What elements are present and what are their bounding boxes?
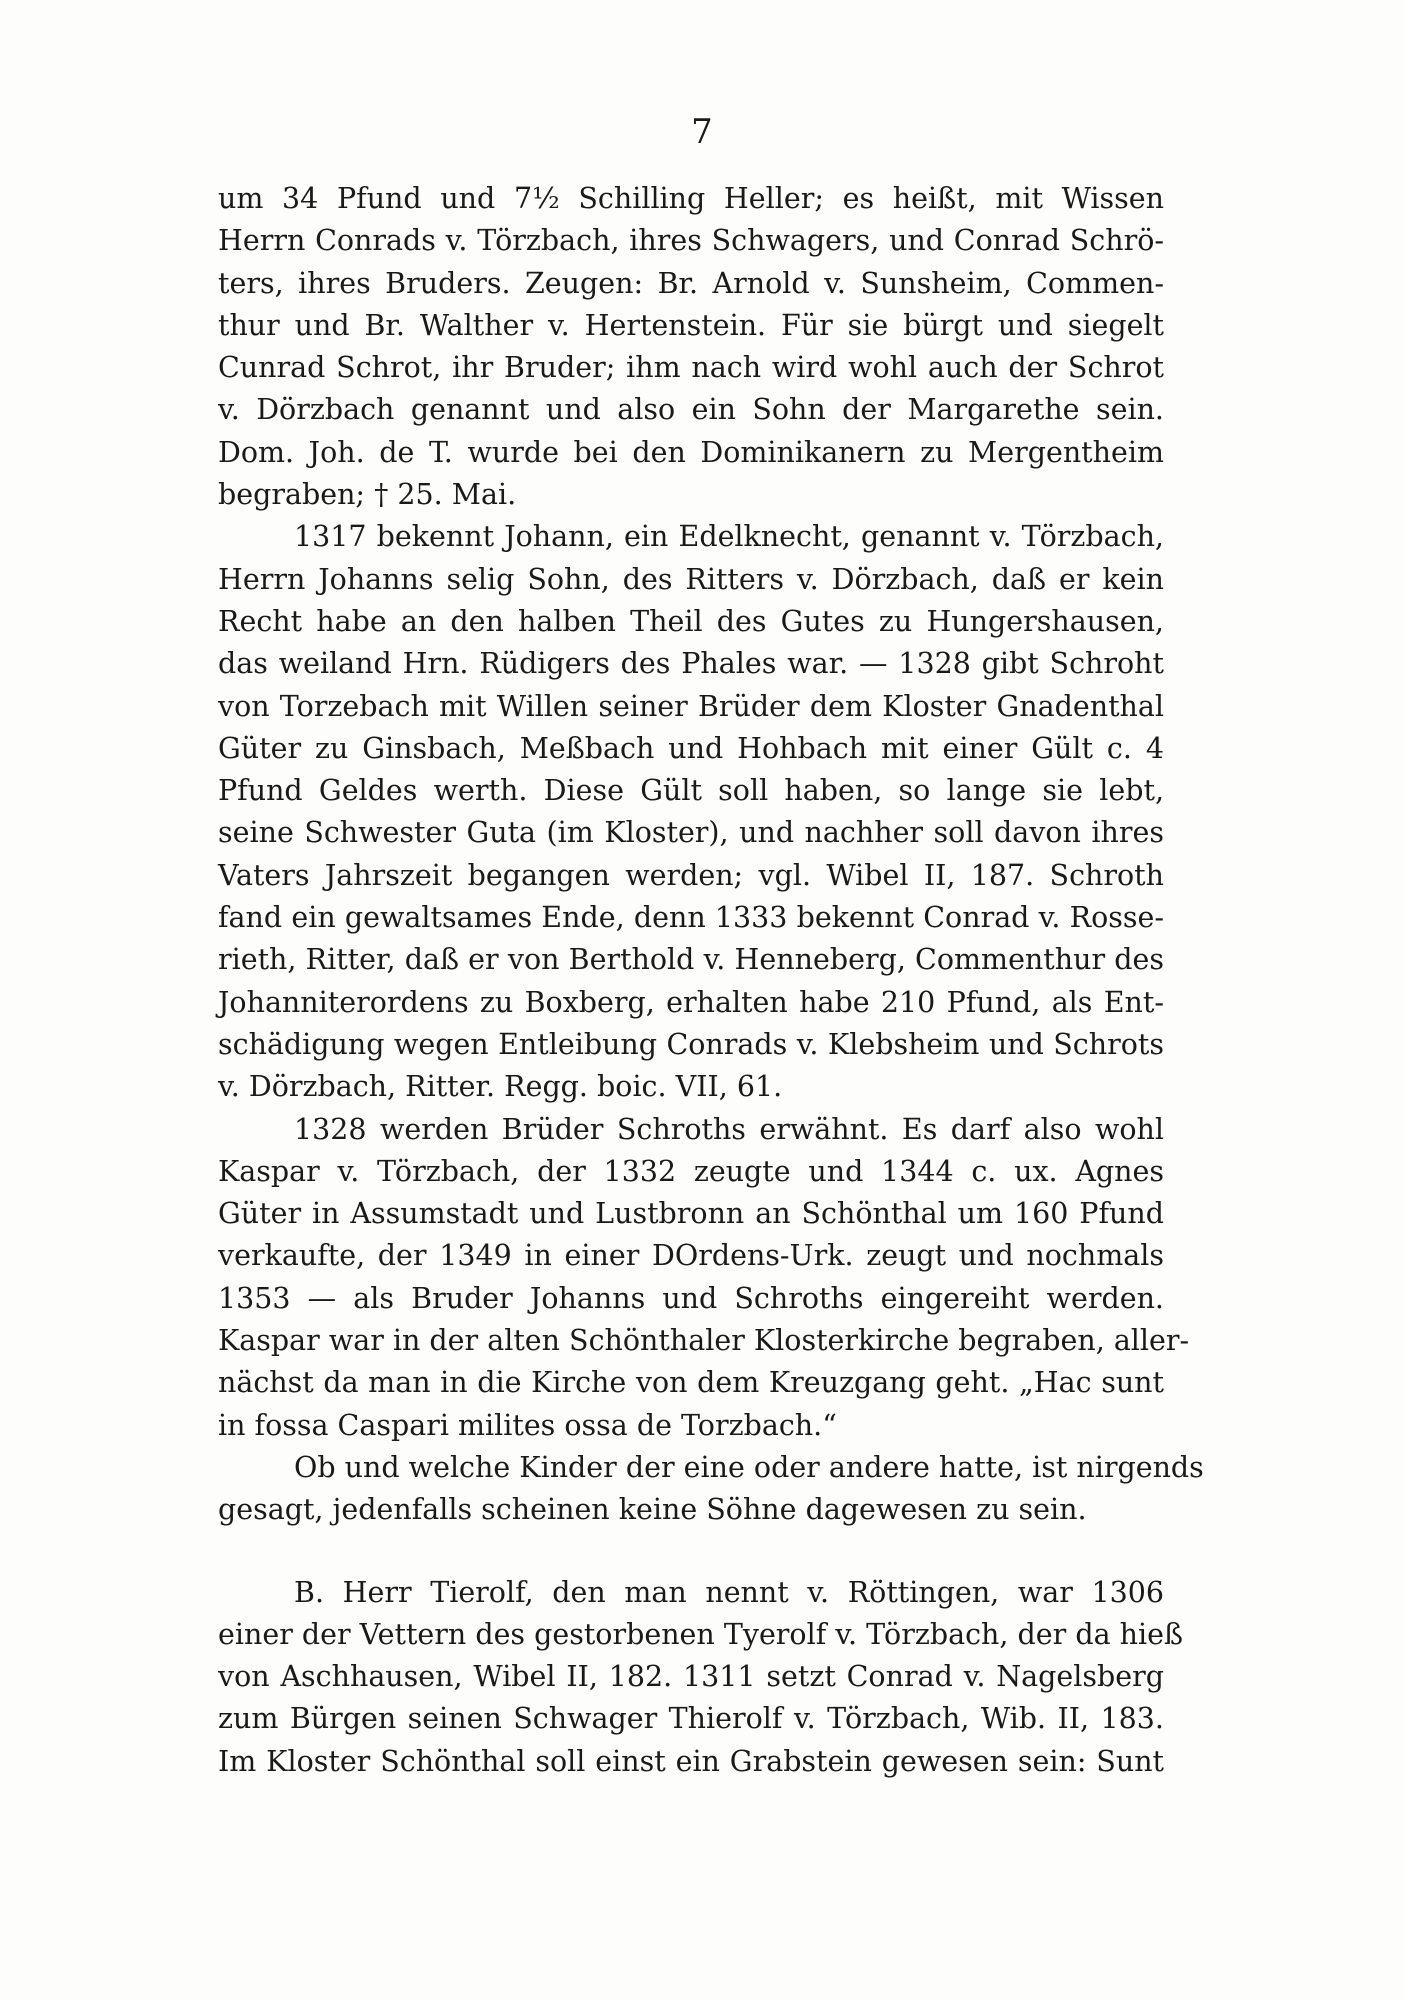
paragraph-3: [218, 1109, 1190, 1447]
text-line: von Torzebach mit Willen seiner Brüder dem Kloster Gnadenthal: [218, 689, 1164, 723]
text-line: Vaters Jahrszeit begangen werden; vgl. Wibel II, 187. Schroth: [218, 858, 1164, 892]
text-line: Pfund Geldes werth. Diese Gült soll haben, so lange sie lebt,: [218, 774, 1164, 808]
text-line: Herrn Conrads v. Törzbach, ihres Schwagers, und Conrad Schrö-: [218, 224, 1164, 258]
text-line: fand ein gewaltsames Ende, denn 1333 bekennt Conrad v. Rosse-: [218, 901, 1164, 935]
paragraph-5: [218, 1572, 1183, 1783]
text-line: thur und Br. Walther v. Hertenstein. Für sie bürgt und siegelt: [218, 308, 1164, 342]
text-line: Herrn Johanns selig Sohn, des Ritters v. Dörzbach, daß er kein: [218, 562, 1164, 596]
text-line: in fossa Caspari milites ossa de Torzbach.“: [218, 1408, 837, 1442]
text-line: Johanniterordens zu Boxberg, erhalten habe 210 Pfund, als Ent-: [218, 985, 1164, 1019]
text-line: Kaspar v. Törzbach, der 1332 zeugte und 1344 c. ux. Agnes: [218, 1154, 1164, 1188]
text-line: B. Herr Tierolf, den man nennt v. Röttingen, war 1306: [294, 1575, 1164, 1609]
text-line: nächst da man in die Kirche von dem Kreuzgang geht. „Hac sunt: [218, 1366, 1164, 1400]
text-line: Güter zu Ginsbach, Meßbach und Hohbach mit einer Gült c. 4: [218, 731, 1164, 765]
page-number: 7: [691, 112, 713, 152]
paragraph-2: [218, 516, 1164, 1108]
text-line: Im Kloster Schönthal soll einst ein Grabstein gewesen sein: Sunt: [218, 1744, 1164, 1778]
text-line: um 34 Pfund und 7½ Schilling Heller; es heißt, mit Wissen: [218, 182, 1164, 215]
text-line: rieth, Ritter, daß er von Berthold v. Henneberg, Commenthur des: [218, 943, 1164, 977]
body-text: [218, 178, 1204, 1783]
text-line: 1353 — als Bruder Johanns und Schroths eingereiht werden.: [218, 1281, 1164, 1315]
text-line: schädigung wegen Entleibung Conrads v. Klebsheim und Schrots: [218, 1027, 1164, 1061]
text-line: v. Dörzbach genannt und also ein Sohn der Margarethe sein.: [218, 393, 1164, 427]
text-line: zum Bürgen seinen Schwager Thierolf v. Törzbach, Wib. II, 183.: [218, 1702, 1164, 1736]
text-line: 1317 bekennt Johann, ein Edelknecht, genannt v. Törzbach,: [294, 520, 1164, 554]
text-line: Dom. Joh. de T. wurde bei den Dominikanern zu Mergentheim: [218, 435, 1164, 469]
text-line: begraben; † 25. Mai.: [218, 478, 517, 512]
text-line: seine Schwester Guta (im Kloster), und nachher soll davon ihres: [218, 816, 1164, 850]
section-gap: [218, 1532, 1164, 1572]
text-line: Güter in Assumstadt und Lustbronn an Schönthal um 160 Pfund: [218, 1197, 1164, 1231]
paragraph-1: [218, 178, 1164, 516]
text-line: von Aschhausen, Wibel II, 182. 1311 setzt Conrad v. Nagelsberg: [218, 1660, 1164, 1694]
text-line: Recht habe an den halben Theil des Gutes zu Hungershausen,: [218, 604, 1164, 638]
text-line: Kaspar war in der alten Schönthaler Klosterkirche begraben, aller-: [218, 1324, 1190, 1358]
text-line: Ob und welche Kinder der eine oder andere hatte, ist nirgends: [294, 1450, 1204, 1484]
text-line: ters, ihres Bruders. Zeugen: Br. Arnold v. Sunsheim, Commen-: [218, 266, 1164, 300]
text-line: 1328 werden Brüder Schroths erwähnt. Es darf also wohl: [294, 1112, 1164, 1146]
text-line: gesagt, jedenfalls scheinen keine Söhne dagewesen zu sein.: [218, 1493, 1087, 1527]
text-line: v. Dörzbach, Ritter. Regg. boic. VII, 61.: [218, 1070, 783, 1104]
text-line: Cunrad Schrot, ihr Bruder; ihm nach wird wohl auch der Schrot: [218, 351, 1164, 385]
paragraph-4: [218, 1447, 1204, 1532]
text-line: das weiland Hrn. Rüdigers des Phales war. — 1328 gibt Schroht: [218, 647, 1164, 681]
text-line: einer der Vettern des gestorbenen Tyerolf v. Törzbach, der da hieß: [218, 1617, 1183, 1651]
text-line: verkaufte, der 1349 in einer DOrdens-Urk. zeugt und nochmals: [218, 1239, 1164, 1273]
